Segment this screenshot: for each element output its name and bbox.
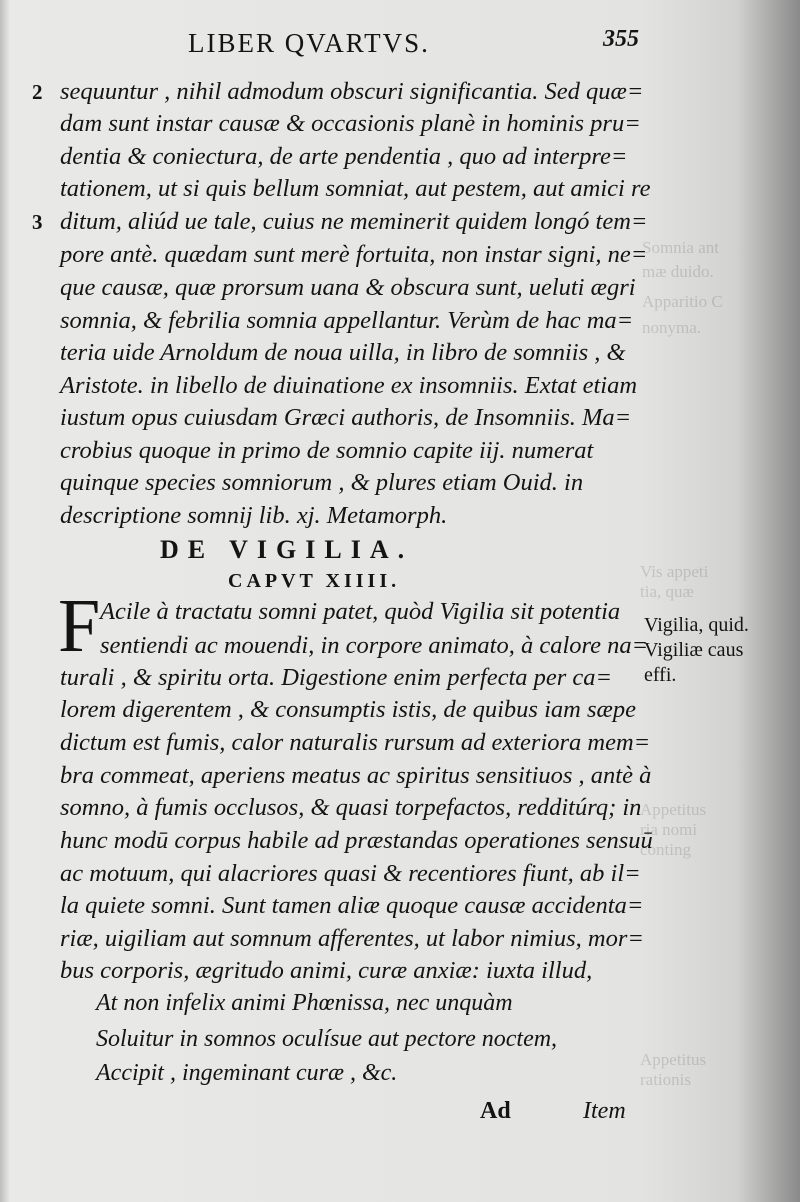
text-line: Aristote. in libello de diuinatione ex insomniis. Extat etiam: [60, 372, 638, 399]
bleed-through-text: Appetitus: [640, 1050, 707, 1069]
text-line: ac motuum, qui alacriores quasi & recentiores fiunt, ab il=: [60, 860, 641, 887]
text-line: Acile à tractatu somni patet, quòd Vigilia sit potentia: [100, 598, 621, 625]
bleed-through-text: Vis appeti: [640, 562, 709, 581]
bleed-through-text: Apparitio C: [642, 292, 723, 311]
text-line: iustum opus cuiusdam Græci authoris, de Insomniis. Ma=: [60, 404, 632, 431]
text-line: riæ, uigiliam aut somnum afferentes, ut labor nimius, mor=: [60, 925, 644, 952]
bleed-through-text: rationis: [640, 1070, 691, 1089]
section-heading: DE VIGILIA.: [160, 535, 414, 564]
verse-line: At non infelix animi Phœnissa, nec unquàm: [96, 990, 513, 1016]
page-number: 355: [603, 26, 639, 52]
bleed-through-text: ria nomi: [640, 820, 698, 839]
running-head: LIBER QVARTVS.: [188, 28, 430, 58]
text-line: bus corporis, ægritudo animi, curæ anxiæ: iuxta illud,: [60, 957, 593, 984]
chapter-heading: CAPVT XIIII.: [228, 570, 401, 592]
bleed-through-text: nonyma.: [642, 318, 702, 337]
bleed-through-text: Somnia ant: [642, 238, 719, 257]
text-line: que causæ, quæ prorsum uana & obscura sunt, ueluti ægri: [60, 274, 636, 301]
verse-line: Soluitur in somnos oculísue aut pectore noctem,: [96, 1026, 558, 1052]
text-line: quinque species somniorum , & plures etiam Ouid. in: [60, 469, 584, 496]
text-line: ditum, aliúd ue tale, cuius ne meminerit quidem longó tem=: [60, 208, 648, 235]
text-line: pore antè. quædam sunt merè fortuita, non instar signi, ne=: [60, 241, 648, 268]
catchword: Ad: [480, 1098, 511, 1124]
bleed-through-text: mæ duido.: [642, 262, 714, 281]
section-number: 3: [32, 210, 43, 234]
text-line: sentiendi ac mouendi, in corpore animato, à calore na=: [100, 632, 649, 659]
margin-note: Vigiliæ caus: [644, 639, 744, 661]
text-line: sequuntur , nihil admodum obscuri significantia. Sed quæ=: [60, 78, 644, 105]
text-line: turali , & spiritu orta. Digestione enim perfecta per ca=: [60, 664, 613, 691]
text-line: descriptione somnij lib. xj. Metamorph.: [60, 502, 448, 529]
section-number: 2: [32, 80, 43, 104]
text-line: dictum est fumis, calor naturalis rursum ad exteriora mem=: [60, 729, 651, 756]
bleed-through-text: conting: [640, 840, 691, 859]
margin-note: Vigilia, quid.: [644, 614, 749, 636]
bleed-through-text: tia, quæ: [640, 582, 694, 601]
bleed-through-text: Appetitus: [640, 800, 707, 819]
text-line: la quiete somni. Sunt tamen aliæ quoque causæ accidenta=: [60, 892, 644, 919]
text-line: somnia, & febrilia somnia appellantur. Verùm de hac ma=: [60, 307, 634, 334]
text-line: dam sunt instar causæ & occasionis planè in hominis pru=: [60, 110, 641, 137]
catchword: Item: [583, 1098, 626, 1124]
text-line: tationem, ut si quis bellum somniat, aut pestem, aut amici re: [60, 175, 651, 202]
text-line: teria uide Arnoldum de noua uilla, in libro de somniis , &: [60, 339, 626, 366]
drop-cap: F: [58, 584, 101, 668]
text-line: crobius quoque in primo de somnio capite iij. numerat: [60, 437, 594, 464]
text-line: somno, à fumis occlusos, & quasi torpefactos, redditúrq; in: [60, 794, 642, 821]
verse-line: Accipit , ingeminant curæ , &c.: [96, 1060, 398, 1086]
text-line: hunc modū corpus habile ad præstandas operationes sensuū: [60, 827, 653, 854]
text-line: lorem digerentem , & consumptis istis, de quibus iam sæpe: [60, 696, 636, 723]
text-line: dentia & coniectura, de arte pendentia , quo ad interpre=: [60, 143, 628, 170]
text-line: bra commeat, aperiens meatus ac spiritus sensitiuos , antè à: [60, 762, 652, 789]
margin-note: effi.: [644, 664, 677, 686]
